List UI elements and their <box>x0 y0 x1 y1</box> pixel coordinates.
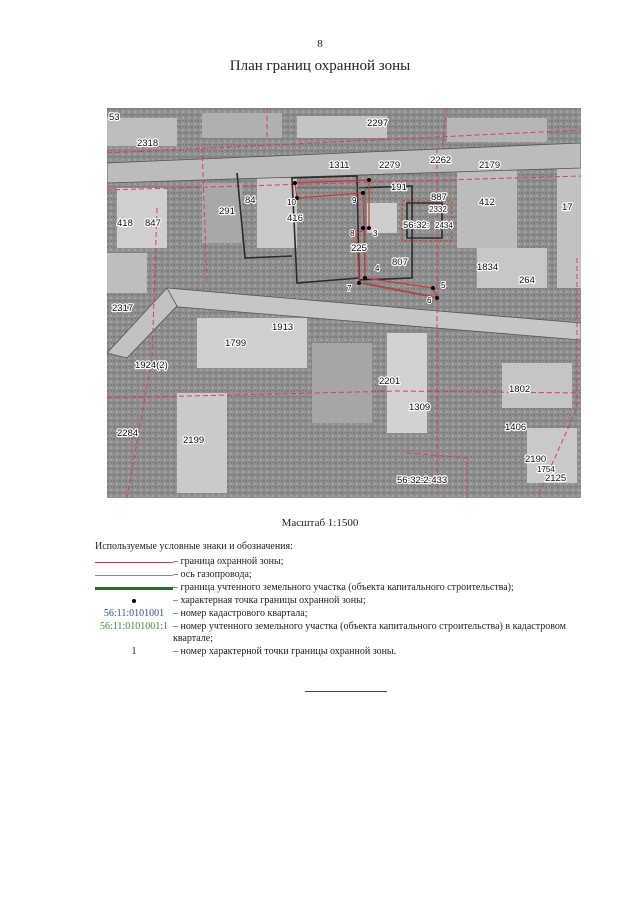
map-label: 17 <box>562 202 573 213</box>
map-label: 2317 <box>112 303 134 314</box>
point-marker <box>431 286 435 290</box>
legend-item-characteristic-point <box>95 595 595 608</box>
point-label: 4 <box>375 264 380 273</box>
legend-item-gas-axis <box>95 569 595 582</box>
map-label: 847 <box>145 218 161 229</box>
legend-description: – ось газопровода; <box>173 568 252 580</box>
legend-item-point-number <box>95 646 595 659</box>
legend <box>95 541 595 659</box>
map-label: 2262 <box>430 155 452 166</box>
point-label: 9 <box>352 196 357 205</box>
map-label: 1924(2) <box>135 360 168 371</box>
red-line-icon <box>95 562 173 563</box>
point-marker <box>367 226 371 230</box>
map-label: 416 <box>287 213 303 224</box>
map-label: 2434 <box>435 221 453 230</box>
legend-item-parcel-number <box>95 621 595 646</box>
map-label: 191 <box>391 182 407 193</box>
legend-description: – номер характерной точки границы охранной зоны. <box>173 645 397 657</box>
footer-rule <box>305 691 387 692</box>
point-marker <box>293 181 297 185</box>
map-label: 1834 <box>477 262 499 273</box>
legend-description: – граница учтенного земельного участка (объекта капитального строительства); <box>173 581 514 593</box>
map-label: 887 <box>431 192 447 203</box>
point-label: 6 <box>427 296 432 305</box>
legend-item-zone-boundary <box>95 556 595 569</box>
map-label: 56:32: <box>403 220 430 231</box>
map-label: 2125 <box>545 473 567 484</box>
map-label: 807 <box>392 257 408 268</box>
legend-symbol <box>95 556 173 569</box>
point-label: 8 <box>350 229 355 238</box>
point-label: 3 <box>373 229 378 238</box>
legend-symbol <box>95 582 173 595</box>
legend-symbol-text: 56:11:0101001:1 <box>100 620 168 632</box>
protection-zone-map <box>107 108 581 498</box>
legend-description: – характерная точка границы охранной зоны; <box>173 594 366 606</box>
map-label: 1309 <box>409 402 431 413</box>
map-label: 264 <box>519 275 535 286</box>
legend-item-cadastral-quarter <box>95 608 595 621</box>
map-label: 2297 <box>367 118 389 129</box>
map-label: 2318 <box>137 138 159 149</box>
point-marker <box>363 276 367 280</box>
map-label: 2190 <box>525 454 547 465</box>
map-label: 2179 <box>479 160 501 171</box>
legend-description: – номер учтенного земельного участка (объекта капитального строительства) в кадастровом квартале; <box>173 620 567 644</box>
map-label: 412 <box>479 197 495 208</box>
thick-green-line-icon <box>95 587 173 590</box>
legend-description: – граница охранной зоны; <box>173 555 284 567</box>
map-label: 1311 <box>329 160 350 171</box>
map-label: 1406 <box>505 422 527 433</box>
map-label: 1913 <box>272 322 294 333</box>
map-label: 2279 <box>379 160 401 171</box>
map-label: 225 <box>351 243 367 254</box>
legend-item-parcel-boundary <box>95 582 595 595</box>
map-label: 2332 <box>429 205 447 214</box>
map-label: 2201 <box>379 376 401 387</box>
point-marker <box>361 191 365 195</box>
map-label: 2284 <box>117 428 139 439</box>
point-label: 5 <box>441 281 446 290</box>
page-number: 8 <box>317 38 323 50</box>
legend-symbol <box>95 595 173 608</box>
map-scale: Масштаб 1:1500 <box>281 517 359 529</box>
map-label: 84 <box>245 195 256 206</box>
map-label: 1754 <box>537 465 555 474</box>
legend-symbol-text: 1 <box>131 645 137 657</box>
point-marker <box>435 296 439 300</box>
legend-symbol <box>95 569 173 582</box>
map-label: 1802 <box>509 384 531 395</box>
map-label: 2199 <box>183 435 205 446</box>
legend-heading: Используемые условные знаки и обозначения: <box>95 541 293 552</box>
map-label: 1799 <box>225 338 247 349</box>
map-label: 291 <box>219 206 235 217</box>
point-marker <box>357 281 361 285</box>
dot-icon <box>132 599 136 603</box>
point-label: 10 <box>287 198 296 207</box>
page-title: План границ охранной зоны <box>229 58 411 74</box>
map-label: 53 <box>109 112 120 123</box>
aerial-map <box>107 108 581 498</box>
thin-line-icon <box>95 575 173 576</box>
point-marker <box>367 178 371 182</box>
map-label: 418 <box>117 218 133 229</box>
legend-symbol-text: 56:11:0101001 <box>103 607 165 619</box>
legend-description: – номер кадастрового квартала; <box>173 607 308 619</box>
point-label: 7 <box>347 284 352 293</box>
point-marker <box>361 226 365 230</box>
map-label: 56:32:2:433 <box>397 475 448 486</box>
